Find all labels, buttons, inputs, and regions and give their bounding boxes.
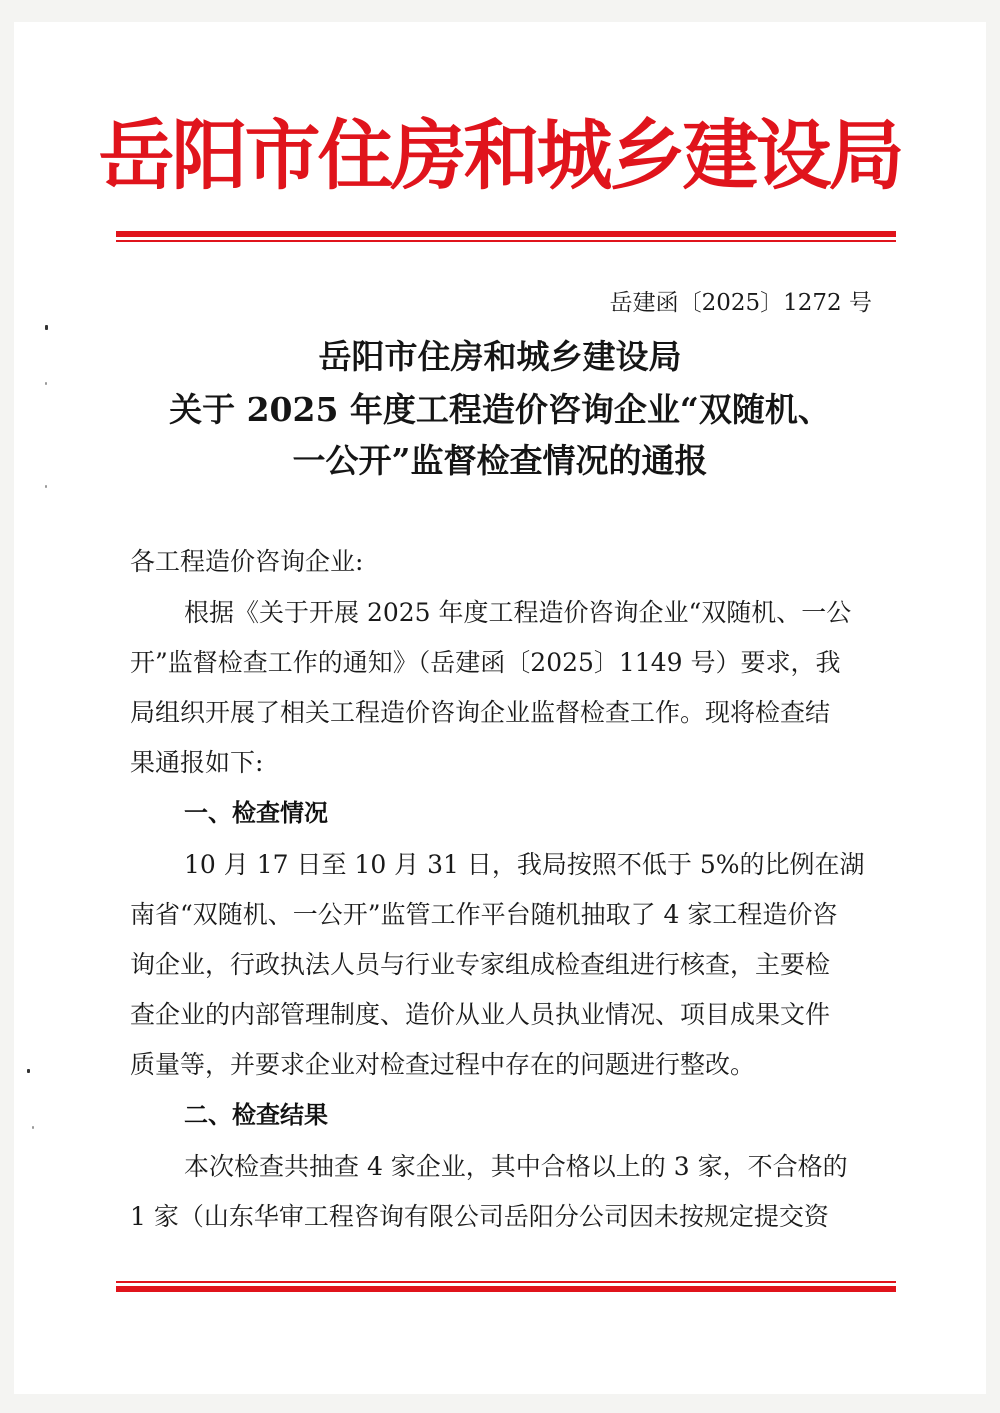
salutation: 各工程造价咨询企业: <box>130 547 364 576</box>
section-heading-inspection-status: 一、检查情况 <box>184 799 328 827</box>
scan-speck <box>32 1126 34 1129</box>
red-rule-thick-line <box>116 1286 896 1292</box>
paragraph-line: 开”监督检查工作的通知》（岳建函〔2025〕1149 号）要求，我 <box>130 648 841 677</box>
paragraph-line: 质量等，并要求企业对检查过程中存在的问题进行整改。 <box>130 1050 756 1079</box>
paragraph-line: 本次检查共抽查 4 家企业，其中合格以上的 3 家，不合格的 <box>184 1152 848 1181</box>
red-rule-thin-line <box>116 240 896 242</box>
letterhead-red-rule <box>116 231 896 242</box>
paragraph-line: 1 家（山东华审工程咨询有限公司岳阳分公司因未按规定提交资 <box>130 1202 829 1231</box>
paragraph-line: 10 月 17 日至 10 月 31 日，我局按照不低于 5%的比例在湖 <box>184 850 865 879</box>
paragraph-line: 局组织开展了相关工程造价咨询企业监督检查工作。现将检查结 <box>130 698 831 727</box>
scan-speck <box>27 1069 30 1073</box>
scan-speck <box>45 325 48 330</box>
document-title-line-1: 岳阳市住房和城乡建设局 <box>318 337 682 376</box>
paragraph-line: 果通报如下: <box>130 748 264 777</box>
footer-red-rule <box>116 1281 896 1292</box>
scan-speck <box>45 485 47 488</box>
red-rule-thick-line <box>116 231 896 237</box>
paragraph-line: 查企业的内部管理制度、造价从业人员执业情况、项目成果文件 <box>130 1000 831 1029</box>
document-number: 岳建函〔2025〕1272 号 <box>609 290 872 316</box>
document-title-line-3: 一公开”监督检查情况的通报 <box>292 441 708 480</box>
paragraph-line: 根据《关于开展 2025 年度工程造价咨询企业“双随机、一公 <box>184 598 852 627</box>
section-heading-inspection-results: 二、检查结果 <box>184 1101 328 1129</box>
letterhead-agency-name: 岳阳市住房和城乡建设局 <box>98 111 902 200</box>
paragraph-line: 南省“双随机、一公开”监管工作平台随机抽取了 4 家工程造价咨 <box>130 900 838 929</box>
scan-speck <box>45 382 47 385</box>
red-rule-thin-line <box>116 1281 896 1283</box>
paragraph-line: 询企业，行政执法人员与行业专家组成检查组进行核查，主要检 <box>130 950 831 979</box>
document-title-line-2: 关于 2025 年度工程造价咨询企业“双随机、 <box>169 390 831 429</box>
